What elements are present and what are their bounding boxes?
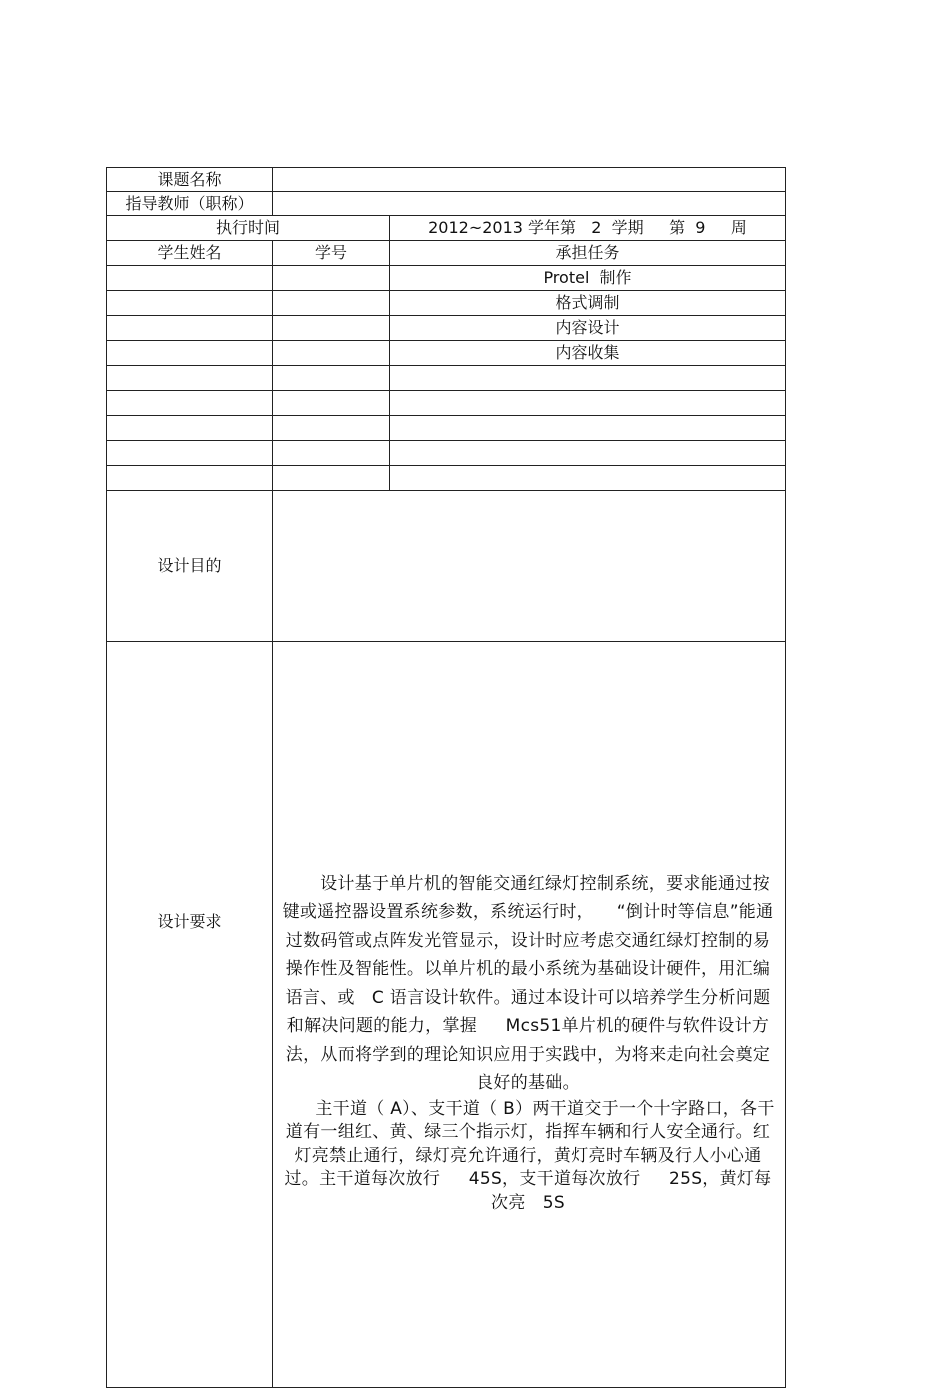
task-cell: 内容收集 <box>390 341 786 366</box>
member-header-row <box>107 241 786 266</box>
student-id-cell <box>273 441 390 466</box>
table-row <box>107 266 786 291</box>
student-id-cell <box>273 316 390 341</box>
task-cell <box>390 391 786 416</box>
task-cell: Protel 制作 <box>390 266 786 291</box>
student-id-cell <box>273 341 390 366</box>
task-cell <box>390 466 786 491</box>
course-design-task-form <box>106 167 786 1388</box>
table-row <box>107 341 786 366</box>
header-student-id: 学号 <box>273 241 390 266</box>
requirements-row <box>107 642 786 1388</box>
header-task: 承担任务 <box>390 241 786 266</box>
topic-row <box>107 168 786 192</box>
student-id-cell <box>273 266 390 291</box>
advisor-label: 指导教师（职称） <box>107 192 273 216</box>
student-name-cell <box>107 341 273 366</box>
time-row <box>107 216 786 241</box>
time-value: 2012~2013 学年第 2 学期 第 9 周 <box>390 216 786 241</box>
student-id-cell <box>273 366 390 391</box>
student-name-cell <box>107 266 273 291</box>
task-cell: 格式调制 <box>390 291 786 316</box>
student-id-cell <box>273 466 390 491</box>
topic-value <box>273 168 786 192</box>
student-name-cell <box>107 316 273 341</box>
student-id-cell <box>273 391 390 416</box>
student-name-cell <box>107 441 273 466</box>
task-cell <box>390 416 786 441</box>
time-label: 执行时间 <box>107 216 390 241</box>
requirements-label: 设计要求 <box>107 642 273 1388</box>
topic-label: 课题名称 <box>107 168 273 192</box>
purpose-row <box>107 491 786 642</box>
header-student-name: 学生姓名 <box>107 241 273 266</box>
table-row <box>107 416 786 441</box>
table-row <box>107 366 786 391</box>
requirements-paragraph-1: 设计基于单片机的智能交通红绿灯控制系统，要求能通过按键或遥控器设置系统参数，系统运行时， “倒计时等信息”能通过数码管或点阵发光管显示，设计时应考虑交通红绿灯控制的易操作性及智能性。以单片机的最小系统为基础设计硬件，用汇编语言、或 C 语言设计软件。通过本设计可以培养学生分析问题和解决问题的能力，掌握 Mcs51单片机的硬件与软件设计方法，从而将学到的理论知识应用于实践中，为将来走向社会奠定良好的基础。 <box>282 873 774 1094</box>
table-row <box>107 391 786 416</box>
student-name-cell <box>107 416 273 441</box>
student-name-cell <box>107 366 273 391</box>
purpose-label: 设计目的 <box>107 491 273 642</box>
table-row <box>107 441 786 466</box>
student-name-cell <box>107 466 273 491</box>
task-cell <box>390 441 786 466</box>
advisor-value <box>273 192 786 216</box>
student-id-cell <box>273 291 390 316</box>
advisor-row <box>107 192 786 216</box>
table-row <box>107 466 786 491</box>
table-row <box>107 291 786 316</box>
table-row <box>107 316 786 341</box>
requirements-paragraph-2: 主干道（ A）、支干道（ B）两干道交于一个十字路口，各干道有一组红、黄、绿三个指示灯，指挥车辆和行人安全通行。红灯亮禁止通行，绿灯亮允许通行，黄灯亮时车辆及行人小心通过。主干道每次放行 45S，支干道每次放行 25S，黄灯每次亮 5S <box>284 1098 775 1213</box>
student-name-cell <box>107 291 273 316</box>
purpose-value <box>273 491 786 642</box>
student-name-cell <box>107 391 273 416</box>
student-id-cell <box>273 416 390 441</box>
task-cell <box>390 366 786 391</box>
requirements-value <box>273 642 786 1388</box>
task-cell: 内容设计 <box>390 316 786 341</box>
